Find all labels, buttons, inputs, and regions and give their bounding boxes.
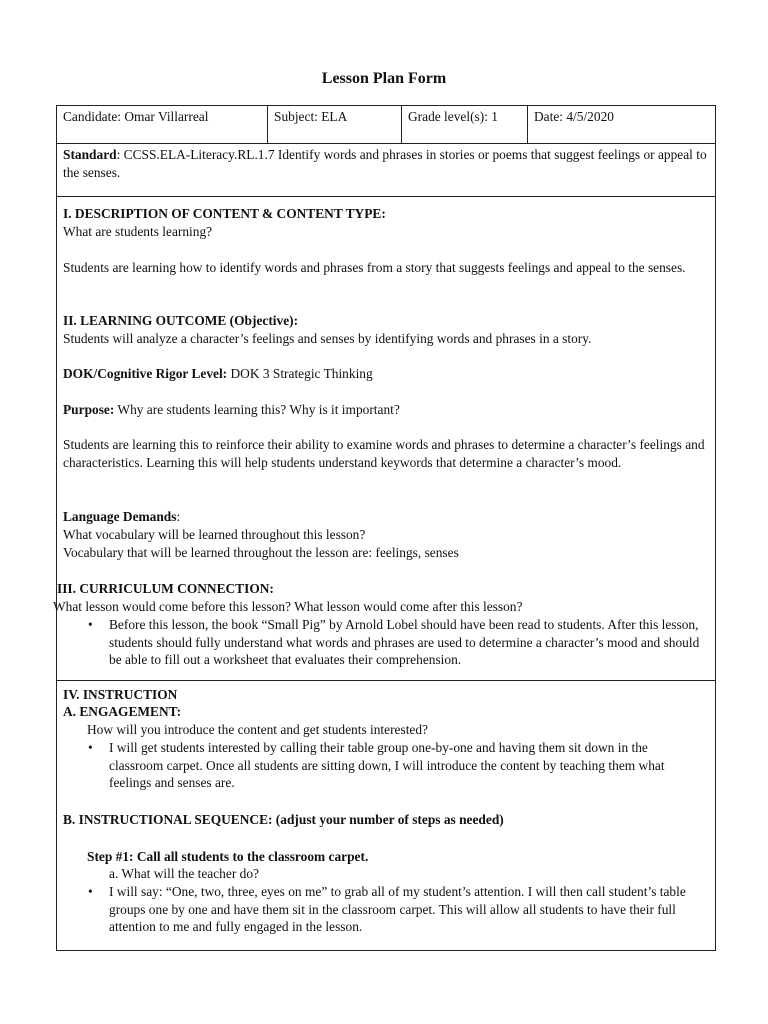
language-demands-colon: : [176,509,181,524]
purpose-answer: Students are learning this to reinforce their ability to examine words and phrases to determine a character’s feelings and characteristics. Learning this will help students understand keywords that determine a character’s mood. [63,437,705,470]
standard-section [57,143,715,197]
step1-list [88,883,709,936]
section1-question: What are students learning? [63,224,213,239]
section1-heading: I. DESCRIPTION OF CONTENT & CONTENT TYPE: [63,206,386,221]
list-item [88,883,709,936]
standard-label: Standard [63,147,117,162]
step1-bullet-text: I will say: “One, two, three, eyes on me” to grab all of my student’s attention. I will then call student’s table groups one by one and have them sit in the classroom carpet. This will allow all students to have their full attention to me and fully engaged in the lesson. [109,884,686,935]
step1-subitem: a. What will the teacher do? [109,866,259,881]
content-section [53,197,715,681]
section3-bullet-text: Before this lesson, the book “Small Pig” by Arnold Lobel should have been read to students. After this lesson, students should fully understand what words and phrases are used to determine a character’s mood and should be able to fill out a worksheet that evaluates their comprehension. [109,617,700,668]
language-demands-line [63,508,180,526]
section3-question: What lesson would come before this lesson? What lesson would come after this lesson? [53,599,523,614]
section1-answer: Students are learning how to identify words and phrases from a story that suggests feelings and appeal to the senses. [63,260,686,275]
dok-value: DOK 3 Strategic Thinking [227,366,373,381]
list-item [88,739,701,792]
standard-text: : CCSS.ELA-Literacy.RL.1.7 Identify words and phrases in stories or poems that suggest feelings or appeal to the senses. [63,147,707,180]
header-row [57,106,715,144]
page-title: Lesson Plan Form [321,70,447,87]
bullet-icon: • [88,617,93,632]
engagement-list [88,739,701,792]
purpose-line [63,401,400,419]
section2-heading: II. LEARNING OUTCOME (Objective): [63,313,299,328]
grade-cell: Grade level(s): 1 [402,106,528,143]
section3-heading: III. CURRICULUM CONNECTION: [57,581,274,596]
step1-heading: Step #1: Call all students to the classroom carpet. [87,849,369,864]
list-item [88,616,709,669]
dok-line [63,365,373,383]
purpose-value: Why are students learning this? Why is it important? [114,402,400,417]
section2-text: Students will analyze a character’s feelings and senses by identifying words and phrases in a story. [63,331,592,346]
instruction-section [57,681,715,950]
sequence-heading: B. INSTRUCTIONAL SEQUENCE: (adjust your number of steps as needed) [63,812,504,827]
language-answer: Vocabulary that will be learned throughout the lesson are: feelings, senses [63,545,459,560]
section3-list [88,616,709,669]
date-cell: Date: 4/5/2020 [534,109,614,124]
dok-label: DOK/Cognitive Rigor Level: [63,366,228,381]
engagement-heading: A. ENGAGEMENT: [63,704,182,719]
subject-cell: Subject: ELA [268,106,402,143]
purpose-label: Purpose: [63,402,115,417]
bullet-icon: • [88,884,93,899]
engagement-bullet-text: I will get students interested by calling their table group one-by-one and having them sit down in the classroom carpet. Once all students are sitting down, I will introduce the content by teaching them what feelings and senses are. [109,740,665,791]
language-demands-label: Language Demands [63,509,177,524]
candidate-cell: Candidate: Omar Villarreal [57,106,268,143]
engagement-question: How will you introduce the content and get students interested? [87,722,429,737]
section4-heading: IV. INSTRUCTION [63,687,178,702]
language-question: What vocabulary will be learned throughout this lesson? [63,527,366,542]
bullet-icon: • [88,740,93,755]
lesson-plan-table [53,105,716,951]
